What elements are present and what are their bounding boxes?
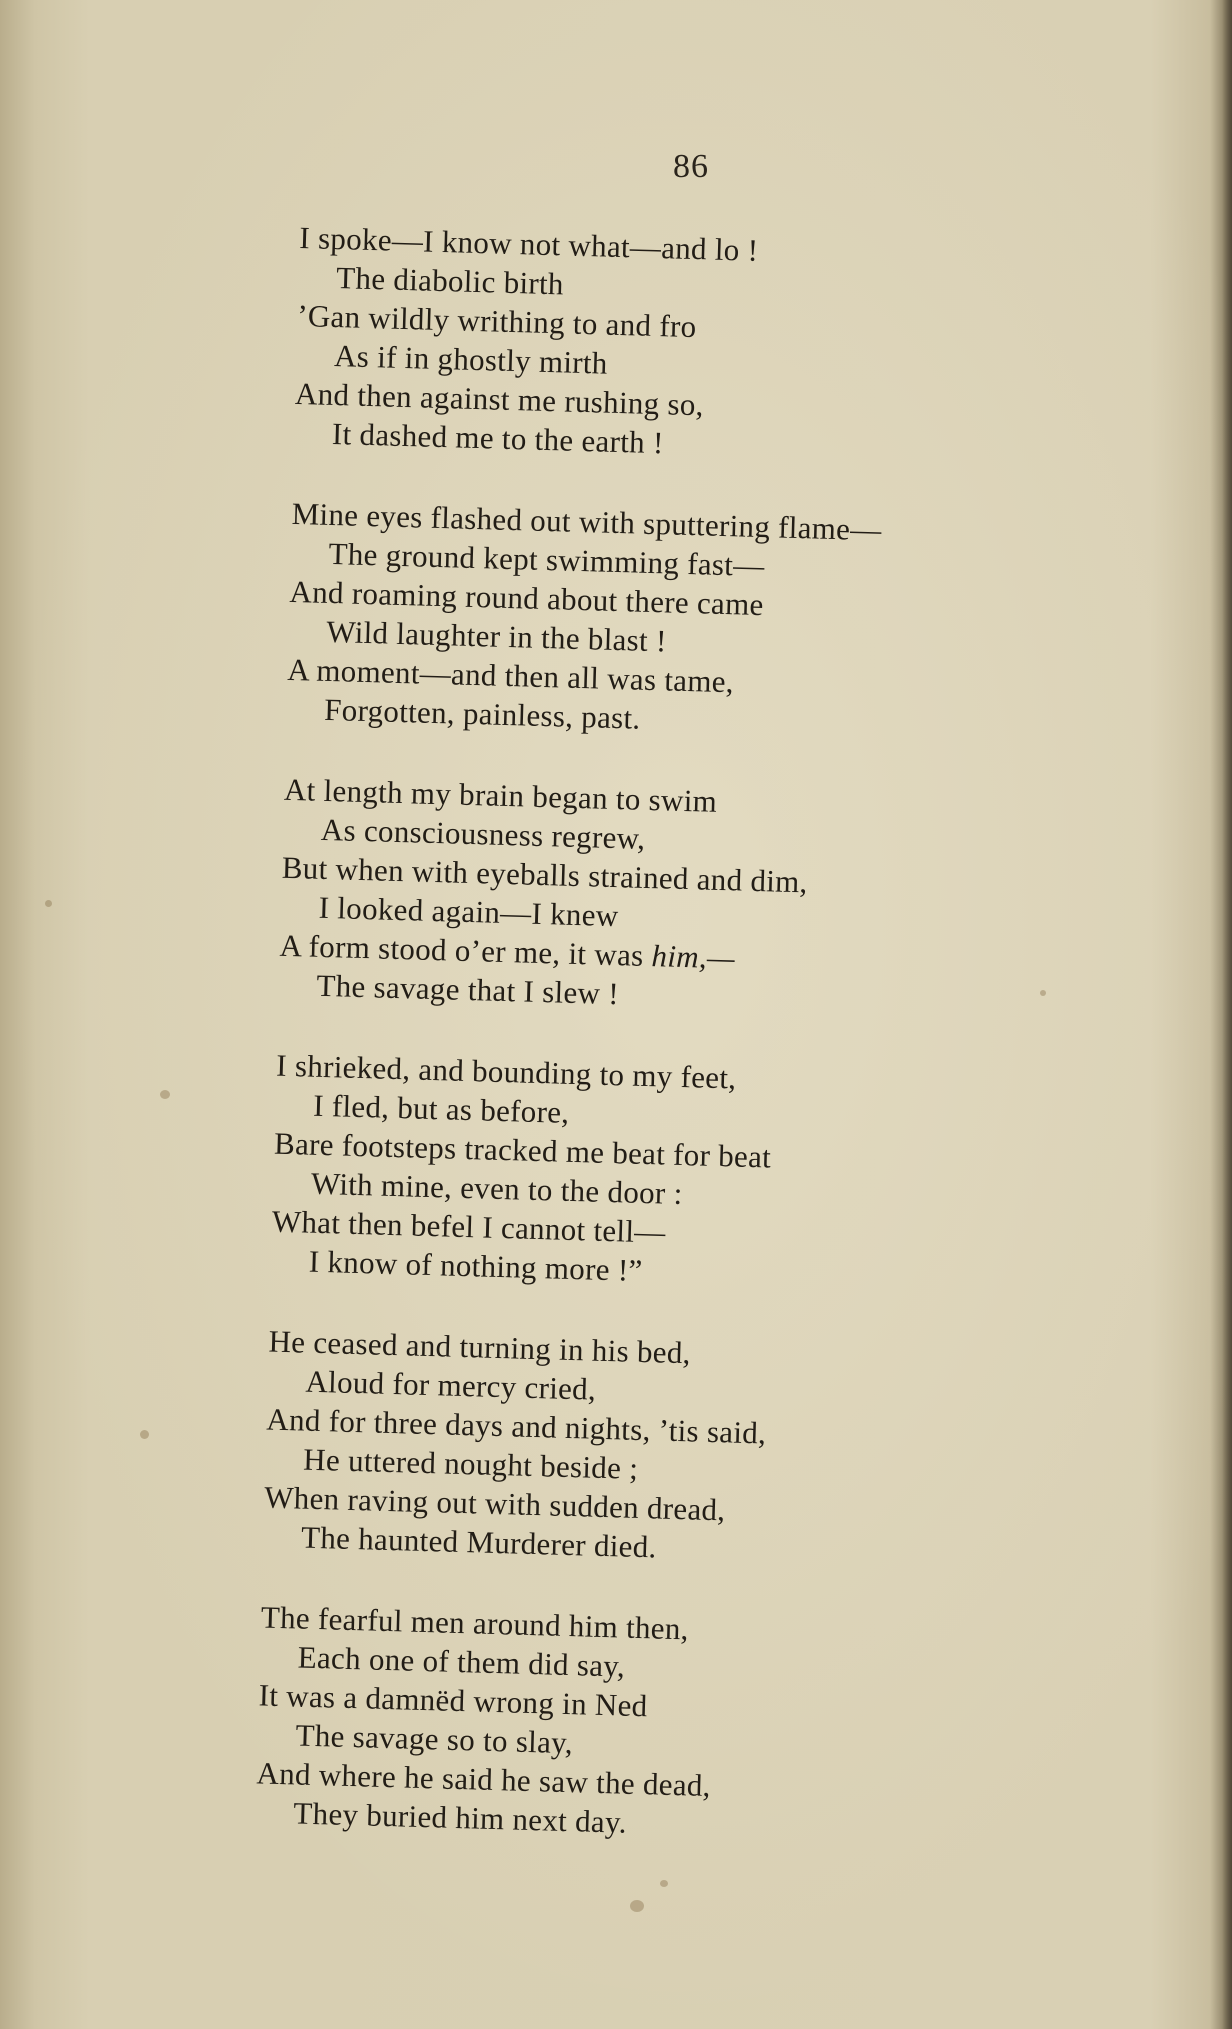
poem-line: Forgotten, painless, past.: [323, 691, 642, 736]
poem-line: With mine, even to the door :: [310, 1165, 684, 1212]
poem-line: I know of nothing more !”: [308, 1243, 644, 1288]
foxing-spot: [140, 1430, 149, 1439]
poem-line: As consciousness regrew,: [320, 811, 646, 856]
foxing-spot: [630, 1900, 644, 1912]
poem-line: A moment—and then all was tame,: [286, 651, 735, 700]
poem-line: The haunted Murderer died.: [300, 1519, 658, 1565]
stanza-6: [255, 1597, 1061, 1853]
poem-line: He ceased and turning in his bed,: [268, 1323, 692, 1371]
poem-line: ’Gan wildly writhing to and fro: [296, 297, 697, 345]
poem-line: The ground kept swimming fast—: [328, 535, 766, 584]
poem-line: I looked again—I knew: [318, 889, 619, 934]
stanza-4: [270, 1046, 1076, 1302]
poem-line: It dashed me to the earth !: [331, 415, 665, 461]
poem-line: Aloud for mercy cried,: [305, 1363, 597, 1407]
poem-line: Wild laughter in the blast !: [325, 613, 668, 659]
foxing-spot: [45, 900, 52, 907]
stanza-3: [278, 770, 1084, 1026]
poem-line: At length my brain began to swim: [283, 771, 718, 819]
poem-line: I spoke—I know not what—and lo !: [298, 219, 759, 268]
poem-line: The savage that I slew !: [316, 967, 620, 1012]
poem-line: I fled, but as before,: [312, 1087, 570, 1130]
page-number: 86: [673, 148, 709, 185]
poem-line: The fearful men around him then,: [260, 1599, 690, 1647]
poem-line: When raving out with sudden dread,: [263, 1479, 726, 1528]
poem-line: And for three days and nights, ’tis said,: [265, 1401, 767, 1451]
poem-line: But when with eyeballs strained and dim,: [281, 849, 809, 900]
page-edge-shadow: [1222, 0, 1232, 2029]
foxing-spot: [160, 1090, 170, 1099]
poem-line: And where he said he saw the dead,: [256, 1755, 712, 1804]
poem-line: They buried him next day.: [292, 1795, 628, 1840]
poem-line: It was a damnëd wrong in Ned: [258, 1677, 649, 1724]
italic-word: him,—: [651, 938, 736, 976]
poem-line: I shrieked, and bounding to my feet,: [275, 1047, 737, 1096]
stanza-1: [293, 218, 1099, 474]
stanza-2: [286, 494, 1092, 750]
poem-body: [254, 218, 1100, 1896]
poem-line: He uttered nought beside ;: [302, 1441, 639, 1486]
poem-line-text: A form stood o’er me, it was: [279, 927, 645, 973]
poem-line: Each one of them did say,: [297, 1639, 626, 1684]
poem-line: And roaming round about there came: [289, 573, 765, 623]
poem-line: The savage so to slay,: [295, 1717, 574, 1761]
poem-line: Mine eyes flashed out with sputtering flame—: [291, 495, 883, 548]
poem-line: What then befel I cannot tell—: [271, 1203, 667, 1250]
stanza-5: [263, 1322, 1069, 1578]
poem-line: The diabolic birth: [335, 260, 565, 302]
poem-line: Bare footsteps tracked me beat for beat: [273, 1125, 772, 1175]
poem-line: As if in ghostly mirth: [333, 338, 609, 381]
poem-line: And then against me rushing so,: [294, 375, 705, 423]
